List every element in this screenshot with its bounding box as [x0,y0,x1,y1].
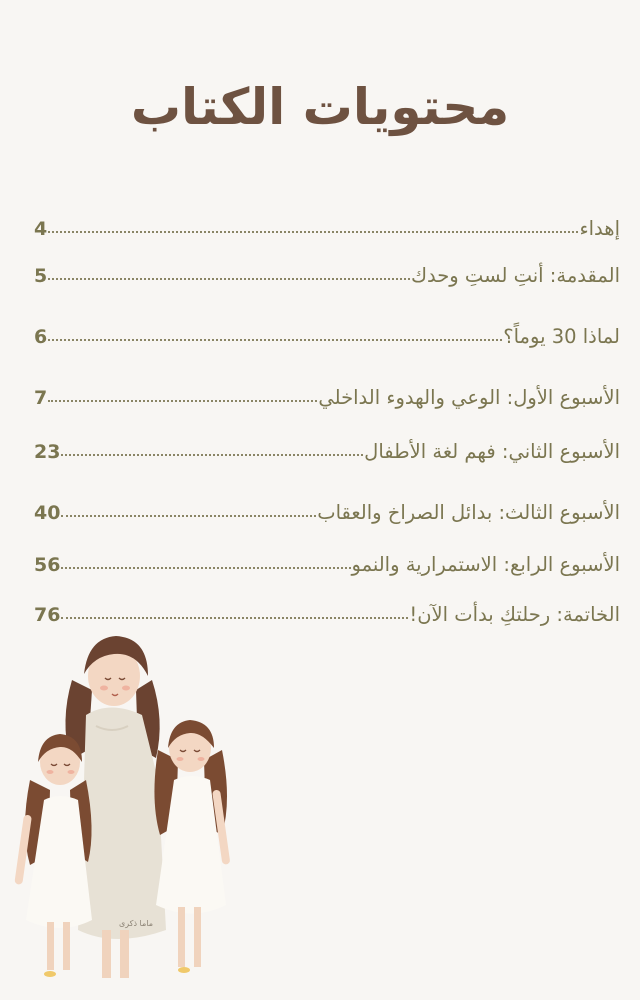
page-title: محتويات الكتاب [130,78,510,136]
toc-entry-week-4[interactable] [34,551,620,581]
toc-entry-conclusion[interactable] [34,601,620,631]
toc-entry-week-1[interactable] [34,384,620,414]
toc-entry-page-number: 5 [34,265,48,287]
toc-entry-why-30-days[interactable] [34,323,620,353]
toc-entry-title: الأسبوع الرابع: الاستمرارية والنمو [351,553,620,576]
dot-leader [61,549,350,569]
toc-entry-title: إهداء [579,217,620,240]
illustration-caption: ماما ذكرى [118,919,154,928]
toc-entry-week-2[interactable] [34,438,620,468]
toc-entry-page-number: 76 [34,604,61,626]
dot-leader [48,260,410,280]
toc-entry-page-number: 23 [34,441,61,463]
toc-entry-title: لماذا 30 يوماً؟ [503,325,620,348]
dot-leader [48,213,578,233]
dot-leader [48,321,502,341]
toc-entry-page-number: 6 [34,326,48,348]
toc-entry-page-number: 4 [34,218,48,240]
right-girl-figure [154,720,230,973]
toc-entry-week-3[interactable] [34,499,620,529]
toc-entry-title: الخاتمة: رحلتكِ بدأت الآن! [409,603,620,626]
toc-entry-page-number: 7 [34,387,48,409]
toc-entry-introduction[interactable] [34,262,620,292]
dot-leader [61,599,408,619]
toc-entry-title: المقدمة: أنتِ لستِ وحدك [410,264,620,287]
mother-daughters-illustration [0,630,260,1000]
toc-entry-page-number: 40 [34,502,61,524]
toc-entry-title: الأسبوع الثاني: فهم لغة الأطفال [364,440,620,463]
left-girl-figure [14,734,92,977]
dot-leader [48,382,317,402]
dot-leader [61,497,316,517]
toc-entry-dedication[interactable] [34,215,620,245]
toc-entry-title: الأسبوع الثالث: بدائل الصراخ والعقاب [317,501,620,524]
toc-entry-page-number: 56 [34,554,61,576]
toc-entry-title: الأسبوع الأول: الوعي والهدوء الداخلي [318,386,620,409]
dot-leader [61,436,363,456]
table-of-contents [34,0,620,660]
